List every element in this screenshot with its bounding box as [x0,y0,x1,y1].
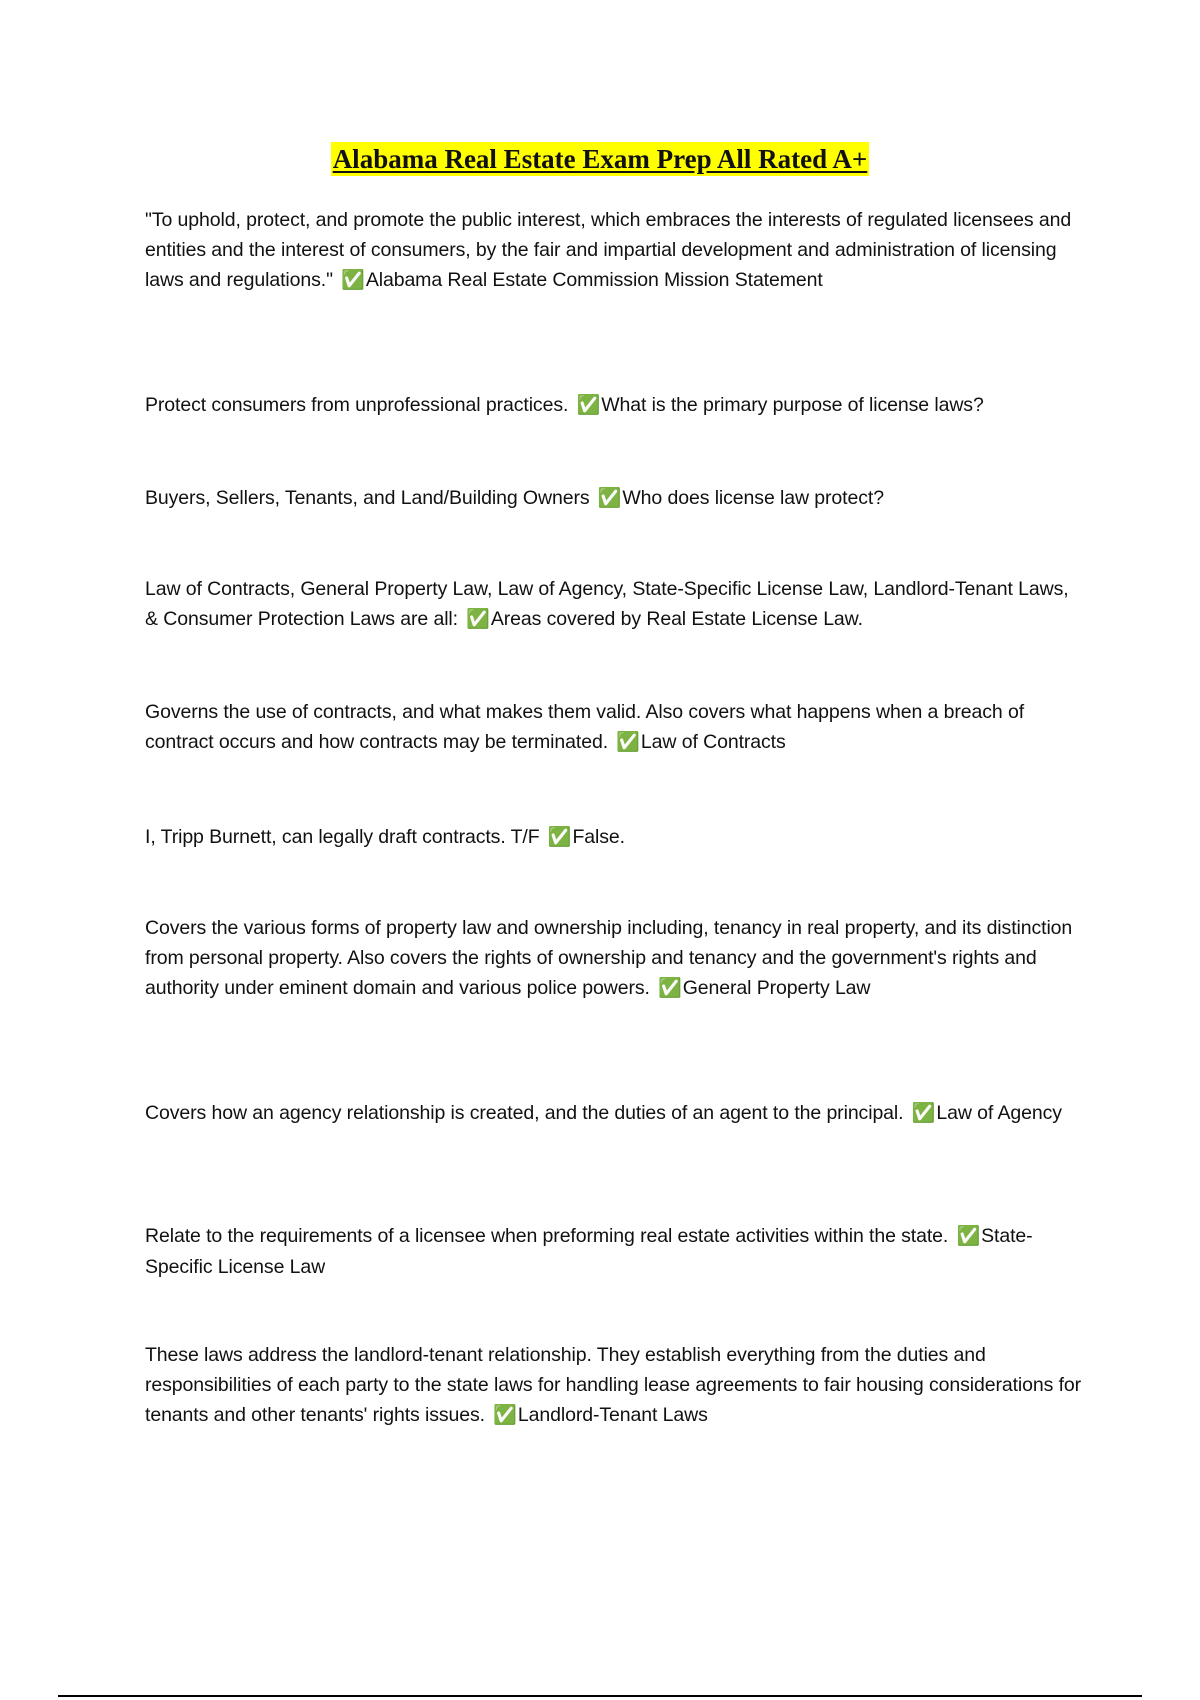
check-icon: ✅ [911,1103,936,1124]
entry-definition: What is the primary purpose of license laws? [601,394,984,416]
document-title: Alabama Real Estate Exam Prep All Rated A+ [332,144,868,174]
entry-term: These laws address the landlord-tenant relationship. They establish everything from the duties and responsibilities of each party to the state laws for handling lease agreements to fair housing considerations for tenants and other tenants' rights issues. [145,1344,1082,1426]
entry-2 [145,390,1085,421]
entry-term: Relate to the requirements of a licensee when preforming real estate activities within the state. [145,1225,949,1247]
title-container [0,142,1200,176]
entry-term: Law of Contracts, General Property Law, Law of Agency, State-Specific License Law, Landlord-Tenant Laws, & Consumer Protection Laws are all: [145,578,1069,630]
entry-definition: Law of Agency [936,1102,1062,1124]
entry-definition: Alabama Real Estate Commission Mission Statement [365,269,823,291]
check-icon: ✅ [597,488,622,509]
check-icon: ✅ [466,609,490,630]
entry-term: Governs the use of contracts, and what makes them valid. Also covers what happens when a breach of contract occurs and how contracts may be terminated. [145,701,1025,753]
check-icon: ✅ [956,1226,981,1247]
entry-definition: General Property Law [682,977,871,999]
entry-term: I, Tripp Burnett, can legally draft contracts. T/F [145,826,540,848]
entry-definition: State-Specific License Law [145,1225,1033,1278]
check-icon: ✅ [341,270,365,291]
check-icon: ✅ [576,395,601,416]
entry-8 [145,1098,1085,1129]
entry-6 [145,822,1085,853]
entry-term: Covers the various forms of property law and ownership including, tenancy in real property, and its distinction from personal property. Also covers the rights of ownership and tenancy and the government's rights and authority under eminent domain and various police powers. [145,917,1073,999]
entry-term: Buyers, Sellers, Tenants, and Land/Building Owners [145,487,590,509]
check-icon: ✅ [658,978,682,999]
entry-9 [145,1221,1085,1282]
entry-1 [145,205,1085,296]
entry-definition: Areas covered by Real Estate License Law. [490,608,863,630]
footer-rule [58,1695,1142,1697]
entry-term: "To uphold, protect, and promote the public interest, which embraces the interests of regulated licensees and entities and the interest of consumers, by the fair and impartial development and administration of licensing laws and regulations." [145,209,1072,291]
entry-5 [145,697,1085,758]
check-icon: ✅ [616,732,640,753]
entry-7 [145,913,1085,1004]
entry-3 [145,483,1085,514]
entry-definition: Law of Contracts [640,731,786,753]
entry-definition: False. [572,826,625,848]
entry-4 [145,574,1085,635]
entry-10 [145,1340,1085,1431]
entry-definition: Who does license law protect? [622,487,884,509]
entry-term: Covers how an agency relationship is created, and the duties of an agent to the principal. [145,1102,904,1124]
entry-term: Protect consumers from unprofessional practices. [145,394,569,416]
check-icon: ✅ [547,827,572,848]
entry-definition: Landlord-Tenant Laws [517,1404,708,1426]
check-icon: ✅ [493,1405,517,1426]
